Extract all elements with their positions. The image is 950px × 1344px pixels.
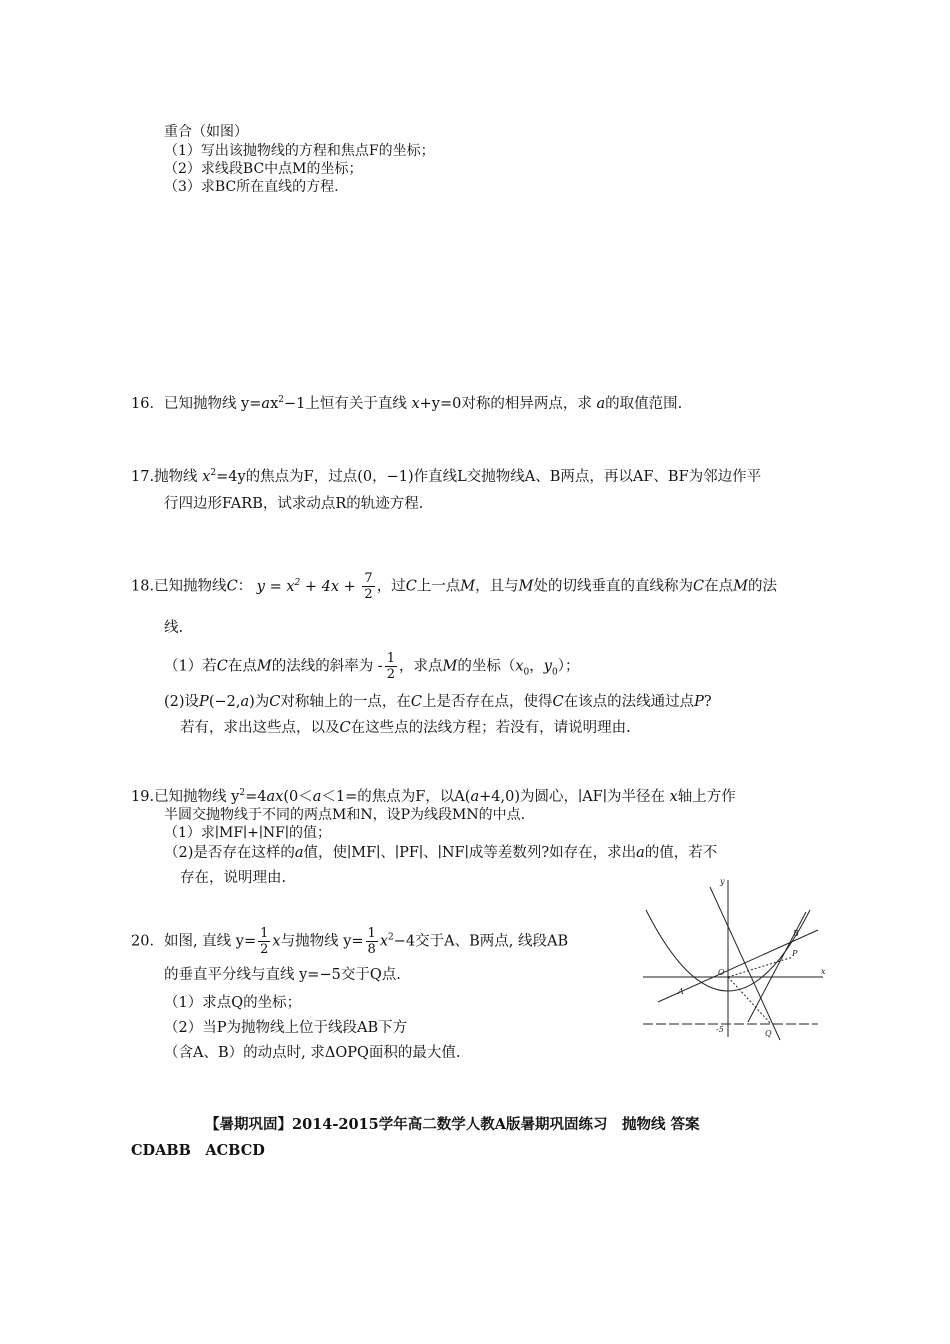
q19-number: 19. [131,789,155,805]
q17-line-2: 行四边形FARB，试求动点R的轨迹方程. [164,496,424,512]
perpendicular-bisector [710,887,780,1040]
question-19: 19.已知抛物线 $y^2=4ax(0<a<1=$的焦点为F，以A(a+4,0)为圆心，∣AF∣为半径在 x轴上方作 [131,788,736,805]
parabola-figure [638,872,828,1042]
q20-part-1: （1）求点Q的坐标； [164,995,302,1011]
q20-part-2: （2）当P为抛物线上位于线段AB下方 [164,1020,408,1036]
answers-line: CDABB ACBCD [131,1142,265,1159]
answers-title: 【暑期巩固】2014-2015学年高二数学人教A版暑期巩固练习 抛物线 答案 [205,1116,700,1133]
q20-slope-fraction: $\frac{1}{2}$ [260,926,269,957]
q19-line-2: 半圆交抛物线于不同的两点M和N，设P为线段MN的中点. [164,807,526,823]
q19-part-1: （1）求∣MF∣+∣NF∣的值； [164,825,331,841]
label-y: y [720,877,725,886]
q18-line-2: 线. [164,620,184,636]
q20-line-2: 的垂直平分线与直线 y=−5交于Q点. [164,967,401,983]
q18-equation: $y = x^2 + 4x$ + [256,577,361,595]
label-neg5: -5 [716,1025,724,1034]
label-a: A [678,987,684,996]
q20-coef-fraction: $\frac{1}{8}$ [367,926,376,957]
q18-number: 18. [131,578,155,595]
label-p: P [792,949,798,958]
q19-part-2-line-2: 存在，说明理由. [180,870,287,886]
q18-part-2: (2)设P(−2,a)为C对称轴上的一点，在C上是否存在点，使得C在该点的法线通过点P? [164,694,712,710]
label-q: Q [765,1029,772,1038]
q15-part-2: （2）求线段BC中点M的坐标； [164,161,363,177]
q18-part-1: （1）若C在点M的法线的斜率为 - $\frac{1}{2}$ ，求点M的坐标（$x_0$，$y_0$）； [164,651,580,682]
q20-number: 20． [131,933,164,950]
label-o: O [718,968,725,977]
q15-part-3: （3）求BC所在直线的方程. [164,179,339,195]
question-20: 20．如图, 直线 y= $\frac{1}{2}$ x与抛物线 y= $\frac{1}{8}$ $x^2-4$交于A、B两点, 线段AB [131,926,569,957]
q15-continuation: 重合（如图） [164,124,248,140]
q19-part-2: （2)是否存在这样的a值，使∣MF∣、∣PF∣、∣NF∣成等差数列?如存在，求出a的值，若不 [164,845,718,861]
q15-part-1: （1）写出该抛物线的方程和焦点F的坐标； [164,143,435,159]
question-17: 17.抛物线 $x^2=4y$的焦点为F，过点(0，−1)作直线L交抛物线A、B两点，再以AF、BF为邻边作平 [131,468,762,485]
question-16: 16．已知抛物线 $y=ax^2-1$上恒有关于直线 x+y=0对称的相异两点，求 a的取值范围. [131,395,683,412]
q16-number: 16． [131,396,164,412]
question-18: 18.已知抛物线C： $y = x^2 + 4x$ + $\frac{7}{2}$ ，过C上一点M，且与M处的切线垂直的直线称为C在点M的法 [131,571,777,602]
label-x: x [821,967,826,976]
q18-slope-fraction: $\frac{1}{2}$ [386,651,395,682]
q18-part-2-line-2: 若有，求出这些点，以及C在这些点的法线方程；若没有，请说明理由. [180,720,631,736]
segment-op [728,957,793,977]
q17-number: 17. [131,469,155,485]
q20-part-3: （含A、B）的动点时, 求ΔOPQ面积的最大值. [164,1045,461,1061]
q18-fraction: $\frac{7}{2}$ [364,571,373,602]
label-b: B [793,929,799,938]
segment-oq [728,977,771,1024]
